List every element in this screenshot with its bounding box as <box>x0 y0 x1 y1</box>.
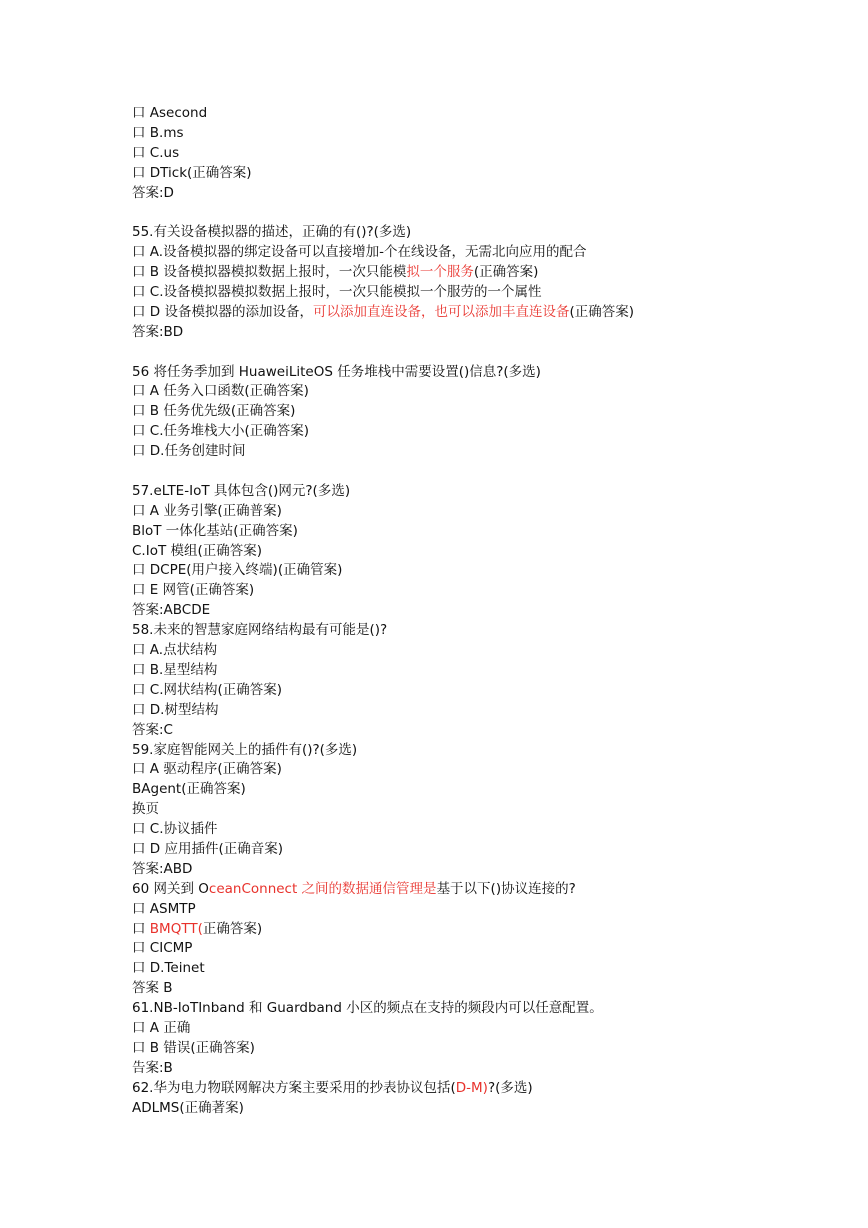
text-span: 62.华为电力物联网解决方案主要采用的抄表协议包括( <box>132 1079 456 1096</box>
text-span: BAgent(正确答案) <box>132 781 246 798</box>
text-span: 口 ASMTP <box>132 900 196 917</box>
text-span: 口 A 任务入口函数(正确答案) <box>132 383 309 400</box>
text-span: 答案:D <box>132 184 174 201</box>
text-line <box>132 382 832 402</box>
text-span: 口 C.任务堆栈大小(正确答案) <box>132 423 310 440</box>
text-line <box>132 263 832 283</box>
blank-line <box>132 343 832 363</box>
text-span: 口 C.us <box>132 144 180 161</box>
text-span: 口 D.任务创建时间 <box>132 443 246 460</box>
text-span: 答案:ABCDE <box>132 602 211 619</box>
text-line <box>132 502 832 522</box>
text-line <box>132 780 832 800</box>
text-span: 口 D.树型结构 <box>132 701 219 718</box>
text-span: 口 D.Teinet <box>132 960 205 977</box>
text-span: 口 DCPE(用户接入终端)(正确管案) <box>132 562 343 579</box>
text-line <box>132 621 832 641</box>
text-line <box>132 880 832 900</box>
text-span: (正确答案) <box>569 303 635 320</box>
blank-line <box>132 203 832 223</box>
text-span: 口 B 错误(正确答案) <box>132 1039 255 1056</box>
text-span: 口 A 业务引擎(正确普案) <box>132 502 282 519</box>
text-line <box>132 422 832 442</box>
text-line <box>132 243 832 263</box>
highlighted-text: BMQTT( <box>149 920 203 937</box>
highlighted-text: ceanConnect 之间的数据通信管理是 <box>208 880 437 897</box>
text-span: 61.NB-IoTInband 和 Guardband 小区的频点在支持的频段内可以任意配置。 <box>132 1000 603 1017</box>
text-line <box>132 939 832 959</box>
text-span: 56 将任务季加到 HuaweiLiteOS 任务堆栈中需要设置()信息?(多选) <box>132 363 541 380</box>
text-line <box>132 1039 832 1059</box>
text-line <box>132 223 832 243</box>
text-line <box>132 581 832 601</box>
highlighted-text: 拟一个服务 <box>406 264 474 281</box>
text-line <box>132 661 832 681</box>
text-line <box>132 482 832 502</box>
blank-line <box>132 462 832 482</box>
text-line <box>132 741 832 761</box>
text-span: 60 网关到 O <box>132 880 209 897</box>
text-span: ADLMS(正确著案) <box>132 1099 244 1116</box>
highlighted-text: 可以添加直连设备，也可以添加丰直连设备 <box>312 303 570 320</box>
text-line <box>132 283 832 303</box>
text-line <box>132 641 832 661</box>
text-span: 换页 <box>132 801 159 818</box>
text-span: 基于以下()协议连接的? <box>436 880 576 897</box>
text-span: (正确答案) <box>473 264 539 281</box>
text-line <box>132 323 832 343</box>
text-line <box>132 840 832 860</box>
text-line <box>132 442 832 462</box>
text-span: 正确答案) <box>202 920 263 937</box>
text-span: 口 DTick(正确答案) <box>132 164 252 181</box>
text-span: 口 C.协议插件 <box>132 821 218 838</box>
text-line <box>132 900 832 920</box>
text-line <box>132 1019 832 1039</box>
text-span: ?(多选) <box>487 1079 533 1096</box>
text-span: 口 B 设备模拟器模拟数据上报时，一次只能模 <box>132 264 407 281</box>
text-span: 答案 B <box>132 980 173 997</box>
text-line <box>132 363 832 383</box>
text-span: 口 D 应用插件(正确音案) <box>132 840 284 857</box>
text-line <box>132 800 832 820</box>
text-span: 答案:ABD <box>132 860 193 877</box>
text-line <box>132 681 832 701</box>
text-span: 口 A 正确 <box>132 1019 191 1036</box>
document-page <box>132 104 832 1118</box>
text-line <box>132 601 832 621</box>
text-line <box>132 920 832 940</box>
text-span: 口 E 网管(正确答案) <box>132 582 255 599</box>
text-line <box>132 999 832 1019</box>
text-line <box>132 124 832 144</box>
text-span: 口 A.点状结构 <box>132 642 218 659</box>
text-line <box>132 184 832 204</box>
text-span: 口 C.网状结构(正确答案) <box>132 681 283 698</box>
text-span: 口 CICMP <box>132 940 193 957</box>
text-line <box>132 820 832 840</box>
text-line <box>132 860 832 880</box>
text-span: 口 B.ms <box>132 124 184 141</box>
text-span: 55.有关设备模拟器的描述，正确的有()?(多选) <box>132 224 412 241</box>
text-span: 口 D 设备模拟器的添加设备， <box>132 303 313 320</box>
text-span: 口 A.设备模拟器的绑定设备可以直接增加-个在线设备，无需北向应用的配合 <box>132 244 587 261</box>
text-line <box>132 303 832 323</box>
text-line <box>132 144 832 164</box>
text-span: 口 B 任务优先级(正确答案) <box>132 403 296 420</box>
highlighted-text: D-M) <box>455 1079 488 1096</box>
text-span: 59.家庭智能网关上的插件有()?(多选) <box>132 741 358 758</box>
text-span: BloT 一体化基站(正确答案) <box>132 522 298 539</box>
text-line <box>132 164 832 184</box>
text-line <box>132 1099 832 1119</box>
text-line <box>132 542 832 562</box>
text-span: 口 B.星型结构 <box>132 661 218 678</box>
text-line <box>132 561 832 581</box>
text-line <box>132 1059 832 1079</box>
text-line <box>132 701 832 721</box>
text-span: 口 C.设备模拟器模拟数据上报时，一次只能模拟一个服劳的一个属性 <box>132 284 542 301</box>
text-span: 57.eLTE-IoT 具体包含()网元?(多选) <box>132 482 351 499</box>
text-line <box>132 104 832 124</box>
text-span: 告案:B <box>132 1059 173 1076</box>
text-line <box>132 1079 832 1099</box>
text-span: 口 <box>132 920 150 937</box>
text-line <box>132 959 832 979</box>
text-line <box>132 721 832 741</box>
text-span: C.IoT 模组(正确答案) <box>132 542 263 559</box>
text-line <box>132 522 832 542</box>
text-span: 58.未来的智慧家庭网络结构最有可能是()? <box>132 622 388 639</box>
text-span: 答案:C <box>132 721 173 738</box>
text-line <box>132 760 832 780</box>
text-span: 口 Asecond <box>132 105 208 121</box>
text-line <box>132 979 832 999</box>
text-line <box>132 402 832 422</box>
text-span: 答案:BD <box>132 323 184 340</box>
text-span: 口 A 驱动程序(正确答案) <box>132 761 282 778</box>
